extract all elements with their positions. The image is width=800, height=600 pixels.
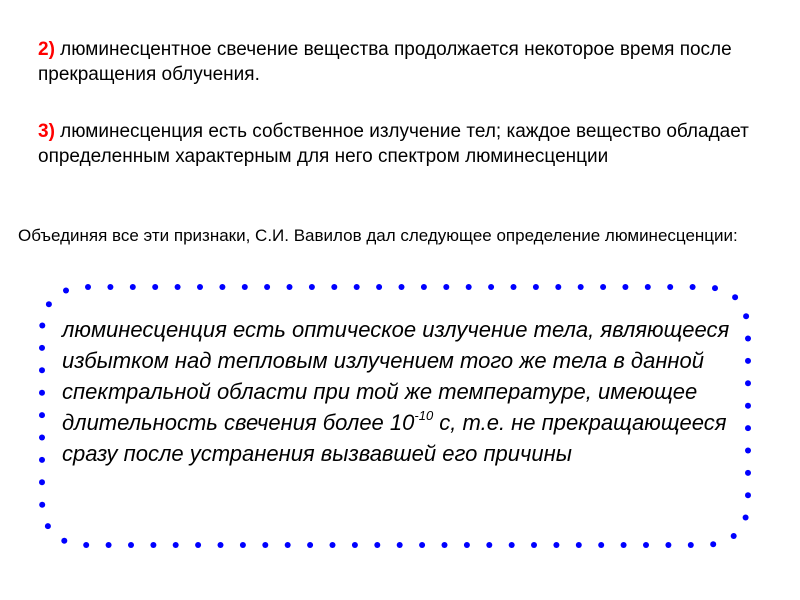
frame-dot <box>533 284 539 290</box>
frame-dot <box>598 542 604 548</box>
frame-dot <box>219 284 225 290</box>
point-2-text: люминесцентное свечение вещества продолжается некоторое время после прекращения облучения. <box>38 39 732 85</box>
frame-dot <box>600 284 606 290</box>
frame-dot <box>690 284 696 290</box>
definition-text <box>62 314 742 469</box>
point-3-text: люминесценция есть собственное излучение тел; каждое вещество обладает определенным характерным для него спектром люминесценции <box>38 121 749 167</box>
frame-dot <box>39 323 45 329</box>
point-3-number: 3) <box>38 121 55 142</box>
definition-exponent: -10 <box>414 407 434 423</box>
frame-dot <box>330 542 336 548</box>
frame-dot <box>732 294 738 300</box>
frame-dot <box>743 313 749 319</box>
frame-dot <box>242 284 248 290</box>
frame-dot <box>264 284 270 290</box>
frame-dot <box>745 425 751 431</box>
frame-dot <box>621 542 627 548</box>
frame-dot <box>39 412 45 418</box>
frame-dot <box>240 542 246 548</box>
frame-dot <box>745 380 751 386</box>
frame-dot <box>578 284 584 290</box>
frame-dot <box>399 284 405 290</box>
frame-dot <box>622 284 628 290</box>
frame-dot <box>464 542 470 548</box>
frame-dot <box>731 533 737 539</box>
point-2-number: 2) <box>38 39 55 60</box>
frame-dot <box>488 284 494 290</box>
frame-dot <box>39 390 45 396</box>
frame-dot <box>576 542 582 548</box>
frame-dot <box>128 542 134 548</box>
frame-dot <box>150 542 156 548</box>
frame-dot <box>262 542 268 548</box>
frame-dot <box>643 542 649 548</box>
frame-dot <box>397 542 403 548</box>
intro-text: Объединяя все эти признаки, С.И. Вавилов дал следующее определение люминесценции: <box>18 226 738 245</box>
frame-dot <box>419 542 425 548</box>
frame-dot <box>374 542 380 548</box>
frame-dot <box>376 284 382 290</box>
frame-dot <box>106 542 112 548</box>
frame-dot <box>745 403 751 409</box>
frame-dot <box>39 457 45 463</box>
frame-dot <box>39 345 45 351</box>
frame-dot <box>83 542 89 548</box>
frame-dot <box>466 284 472 290</box>
frame-dot <box>745 448 751 454</box>
frame-dot <box>152 284 158 290</box>
definition-main: люминесценция есть оптическое излучение тела, являющееся избытком над тепловым излучением того же тела в данной спектральной области при той же температуре, имеющее длительность свечения более 10 <box>62 317 730 435</box>
frame-dot <box>511 284 517 290</box>
frame-dot <box>107 284 113 290</box>
frame-dot <box>45 523 51 529</box>
frame-dot <box>130 284 136 290</box>
frame-dot <box>85 284 91 290</box>
frame-dot <box>645 284 651 290</box>
frame-dot <box>531 542 537 548</box>
frame-dot <box>39 435 45 441</box>
frame-dot <box>63 288 69 294</box>
frame-dot <box>197 284 203 290</box>
frame-dot <box>61 538 67 544</box>
frame-dot <box>745 492 751 498</box>
frame-dot <box>745 336 751 342</box>
frame-dot <box>688 542 694 548</box>
frame-dot <box>509 542 515 548</box>
frame-dot <box>307 542 313 548</box>
frame-dot <box>46 301 52 307</box>
frame-dot <box>486 542 492 548</box>
frame-dot <box>39 367 45 373</box>
frame-dot <box>667 284 673 290</box>
frame-dot <box>665 542 671 548</box>
frame-dot <box>712 285 718 291</box>
frame-dot <box>745 470 751 476</box>
frame-dot <box>743 515 749 521</box>
frame-dot <box>553 542 559 548</box>
frame-dot <box>309 284 315 290</box>
frame-dot <box>285 542 291 548</box>
definition-tail: с, т.е. не прекращающееся сразу после устранения вызвавшей его причины <box>62 410 727 466</box>
frame-dot <box>287 284 293 290</box>
frame-dot <box>745 358 751 364</box>
frame-dot <box>354 284 360 290</box>
frame-dot <box>218 542 224 548</box>
frame-dot <box>331 284 337 290</box>
frame-dot <box>39 502 45 508</box>
frame-dot <box>421 284 427 290</box>
frame-dot <box>442 542 448 548</box>
frame-dot <box>352 542 358 548</box>
frame-dot <box>175 284 181 290</box>
frame-dot <box>195 542 201 548</box>
frame-dot <box>39 479 45 485</box>
frame-dot <box>173 542 179 548</box>
frame-dot <box>710 541 716 547</box>
frame-dot <box>443 284 449 290</box>
frame-dot <box>555 284 561 290</box>
